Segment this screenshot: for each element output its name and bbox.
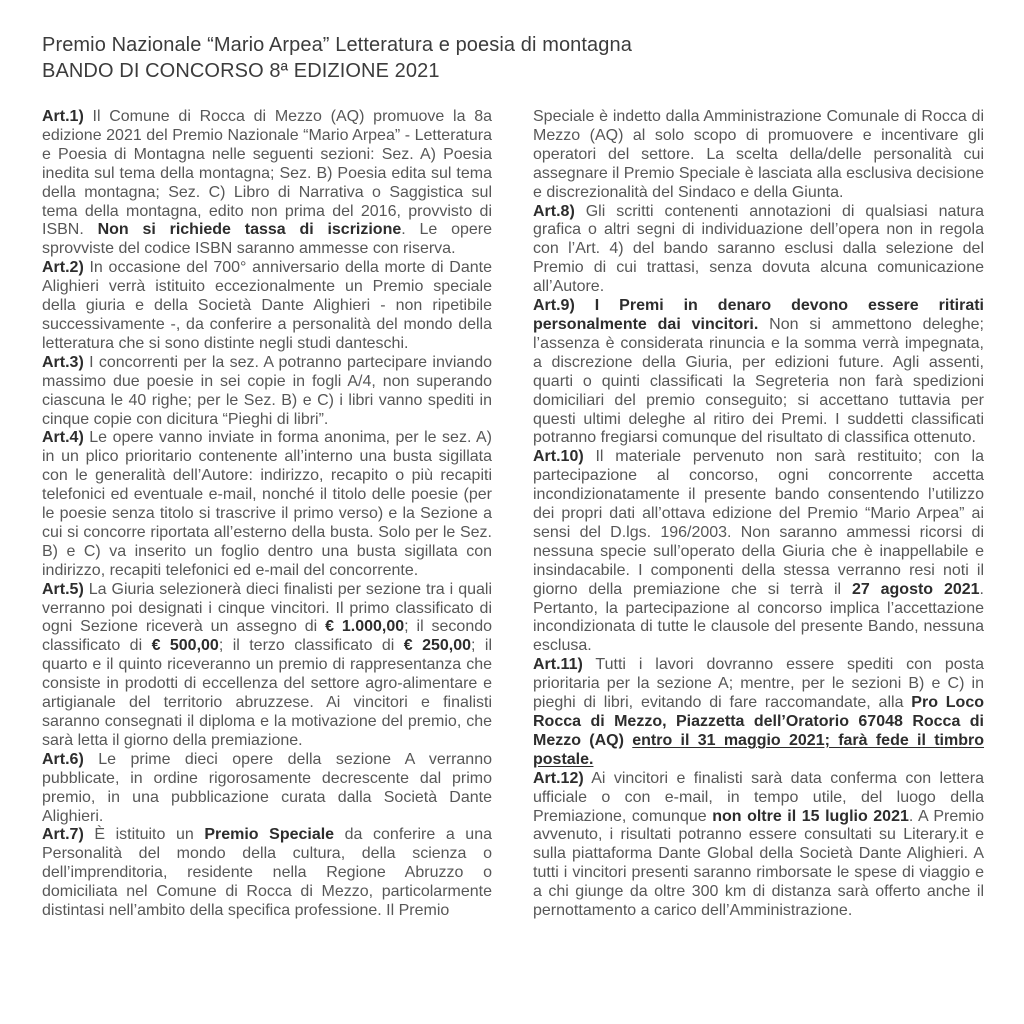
text-segment: Le opere vanno inviate in forma anonima, per le sez. A) in un plico prioritario contenente all’interno una busta sigillata con le generalità dell’Autore: indirizzo, recapito o più recapiti telefonici ed eventuale e-mail, nonché il titolo delle poesie (per le poesie senza titolo si trascrive il primo verso) e la Sezione a cui si concorre riportata all’esterno della busta. Solo per le Sez. B) e C) va inserito un foglio dentro una busta sigillata con indirizzo, recapiti telefonici ed e-mail del concorrente. [42, 429, 492, 579]
two-column-body [42, 108, 984, 921]
text-segment: Art.7) [42, 826, 84, 844]
text-segment: Ai vincitori e finalisti sarà data conferma con lettera ufficiale o con e-mail, in tempo utile, del luogo della Premiazione, comunque [533, 769, 984, 825]
document-title-line1: Premio Nazionale “Mario Arpea” Letteratura e poesia di montagna [42, 34, 632, 56]
text-segment: 27 agosto 2021 [851, 580, 980, 598]
article-3 [42, 354, 492, 430]
text-segment: ; il quarto e il quinto riceveranno un premio di rappresentanza che consiste in prodotti di eccellenza del settore agro-alimentare e artigianale del territorio abruzzese. Ai vincitori e finalisti saranno consegnati il diploma e la motivazione del premio, che sarà letta il giorno della premiazione. [42, 637, 493, 749]
article-7 [42, 826, 492, 921]
text-segment: . Pertanto, la partecipazione al concorso implica l’accettazione incondizionata di tutte le clausole del presente Bando, nessuna esclusa. [533, 580, 984, 655]
text-segment: Art.3) [42, 353, 84, 371]
article-4 [42, 429, 492, 580]
article-9 [533, 297, 984, 448]
text-segment: . Le opere sprovviste del codice ISBN saranno ammesse con riserva. [42, 221, 492, 258]
text-segment: Non si richiede tassa di iscrizione [97, 221, 402, 239]
text-segment: Premio Speciale [204, 826, 335, 844]
document-title-line2: BANDO DI CONCORSO 8ª EDIZIONE 2021 [42, 60, 440, 82]
text-segment: Art.10) [533, 448, 584, 466]
text-segment: € 250,00 [403, 637, 472, 655]
text-segment: La Giuria selezionerà dieci finalisti per sezione tra i quali verranno poi designati i cinque vincitori. Il primo classificato di ogni Sezione riceverà un assegno di [42, 580, 492, 636]
article-10 [533, 448, 984, 656]
text-segment: Art.4) [42, 429, 84, 447]
text-segment: ; il secondo classificato di [42, 618, 493, 655]
column-right [533, 108, 984, 921]
article-5 [42, 581, 492, 751]
text-segment: Art.1) [42, 108, 84, 125]
article-1 [42, 108, 492, 259]
text-segment: Art.5) [42, 580, 84, 598]
text-segment: ; il terzo classificato di [218, 637, 404, 655]
text-segment: I concorrenti per la sez. A potranno partecipare inviando massimo due poesie in sei copie in fogli A/4, non superando ciascuna le 40 righe; per le Sez. B) e C) i libri vanno spediti in cinque copie con dicitura “Pieghi di libri”. [42, 353, 492, 428]
column-left [42, 108, 492, 921]
article-12 [533, 770, 984, 921]
text-segment: Art.11) [533, 656, 583, 674]
article-8 [533, 203, 984, 298]
text-segment: entro il 31 maggio 2021; farà fede il timbro postale. [533, 731, 985, 768]
text-segment: In occasione del 700° anniversario della morte di Dante Alighieri verrà istituito eccezionalmente un Premio speciale della giuria e della Società Dante Alighieri - non ripetibile successivamente -, da conferire a personalità del mondo della letteratura che si sono distinte negli studi danteschi. [42, 259, 492, 352]
text-segment: € 1.000,00 [325, 618, 405, 636]
text-segment: Le prime dieci opere della sezione A verranno pubblicate, in ordine rigorosamente decrescente dal primo premio, in una pubblicazione curata dalla Società Dante Alighieri. [42, 750, 492, 825]
document-header [42, 32, 984, 84]
article-7-continuation [533, 108, 984, 203]
text-segment: Speciale è indetto dalla Amministrazione Comunale di Rocca di Mezzo (AQ) al solo scopo di promuovere e incentivare gli operatori del settore. La scelta della/delle personalità cui assegnare il Premio Speciale è lasciata alla esclusiva decisione e discrezionalità del Sindaco e della Giunta. [533, 108, 984, 201]
text-segment: È istituito un [83, 826, 205, 844]
text-segment: . A Premio avvenuto, i risultati potranno essere consultati su Literary.it e sulla piattaforma Dante Global della Società Dante Alighieri. A tutti i vincitori presenti saranno rimborsate le spese di viaggio e a chi giunge da oltre 300 km di distanza sarà offerto anche il pernottamento a carico dell’Amministrazione. [533, 807, 985, 920]
text-segment: € 500,00 [151, 637, 219, 655]
text-segment: Gli scritti contenenti annotazioni di qualsiasi natura grafica o altri segni di individuazione dell’opera non in regola con l’Art. 4) del bando saranno esclusi dalla selezione del Premio di cui trattasi, senza dovuta alcuna comunicazione all’Autore. [533, 202, 984, 296]
text-segment: Art.2) [42, 259, 84, 277]
article-11 [533, 656, 984, 769]
text-segment: Art.9) I Premi in denaro devono essere ritirati personalmente dai vincitori. [533, 297, 984, 333]
text-segment: non oltre il 15 luglio 2021 [712, 807, 909, 825]
text-segment: Pro Loco Rocca di Mezzo, Piazzetta dell’Oratorio 67048 Rocca di Mezzo (AQ) [533, 694, 985, 749]
text-segment: Il materiale pervenuto non sarà restituito; con la partecipazione al concorso, ogni concorrente accetta incondizionatamente il presente bando consentendo l’utilizzo dei propri dati all’ottava edizione del Premio “Mario Arpea” ai sensi del D.lgs. 196/2003. Non saranno ammessi ricorsi di nessuna specie sull’operato della Giuria che è inappellabile e insindacabile. I componenti della stessa verranno resi noti il giorno della premiazione che si terrà il [533, 448, 984, 598]
text-segment: Art.12) [533, 769, 584, 787]
article-2 [42, 259, 492, 354]
text-segment: Art.6) [42, 750, 84, 768]
text-segment: Non si ammettono deleghe; l’assenza è considerata rinuncia e la somma verrà impegnata, a discrezione della Giuria, per edizioni future. Agli assenti, quarti o quinti classificati la Segreteria non farà spedizioni domiciliari del premio conseguito; si accettano tuttavia per questi ultimi deleghe al ritiro dei Premi. I suddetti classificati potranno fregiarsi comunque del risultato di classifica ottenuto. [533, 315, 984, 447]
text-segment: Tutti i lavori dovranno essere spediti con posta prioritaria per la sezione A; mentre, per le sezioni B) e C) in pieghi di libri, evitando di fare raccomandate, alla [533, 656, 984, 712]
text-segment: Art.8) [533, 202, 575, 220]
article-6 [42, 751, 492, 827]
text-segment: da conferire a una Personalità del mondo della cultura, della scienza o dell’imprenditoria, residente nella Regione Abruzzo o domiciliata nel Comune di Rocca di Mezzo, particolarmente distintasi nell’ambito della specifica professione. Il Premio [42, 826, 492, 920]
text-segment: Il Comune di Rocca di Mezzo (AQ) promuove la 8a edizione 2021 del Premio Nazionale “Mario Arpea” - Letteratura e Poesia di Montagna nelle seguenti sezioni: Sez. A) Poesia inedita sul tema della montagna; Sez. B) Poesia edita sul tema della montagna; Sez. C) Libro di Narrativa o Saggistica sul tema della montagna, edito non prima del 2016, provvisto di ISBN. [42, 108, 492, 239]
